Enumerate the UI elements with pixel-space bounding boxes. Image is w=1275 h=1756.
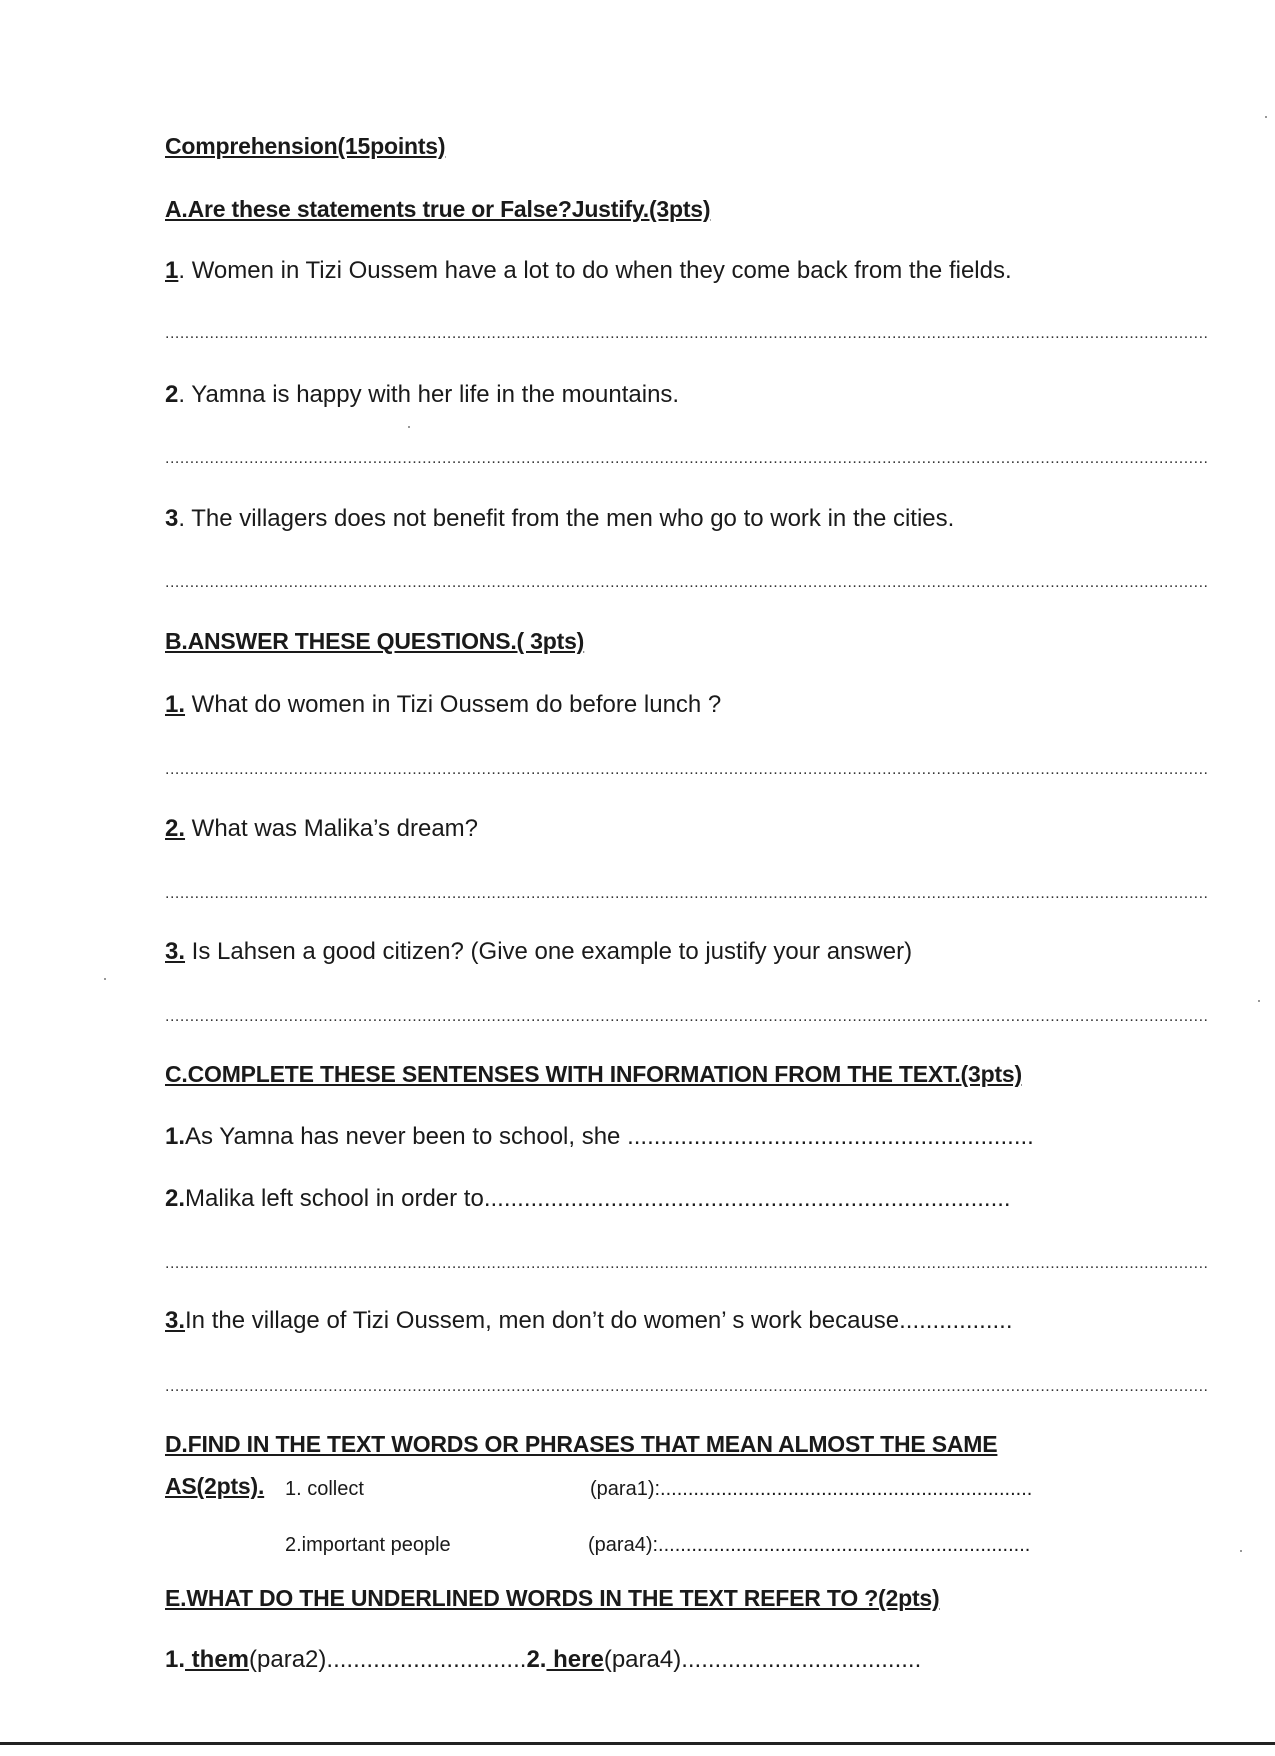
- item-text: Malika left school in order to...............................................................................: [185, 1185, 1011, 1212]
- answer-line[interactable]: ...................................................................................................................................................................................................................: [165, 450, 1209, 467]
- section-a-heading: A.Are these statements true or False?Justify.(3pts): [165, 196, 711, 222]
- section-d-ref-2[interactable]: (para4):...................................................................: [588, 1534, 1031, 1556]
- section-e-heading: E.WHAT DO THE UNDERLINED WORDS IN THE TEXT REFER TO ?(2pts): [165, 1585, 940, 1611]
- scan-speck: [408, 426, 410, 428]
- item-number: 1.: [165, 691, 186, 718]
- underlined-word-them: them: [185, 1646, 250, 1673]
- section-a-item-1: [165, 256, 1012, 286]
- underlined-word-here: here: [546, 1646, 604, 1673]
- item-number: 1: [165, 257, 179, 284]
- item-number: 3: [165, 505, 179, 532]
- scan-speck: [1240, 1550, 1242, 1552]
- item-number: 2.: [165, 815, 186, 842]
- answer-line[interactable]: ...................................................................................................................................................................................................................: [165, 1008, 1209, 1025]
- answer-line[interactable]: ...................................................................................................................................................................................................................: [165, 574, 1209, 591]
- page-bottom-rule: [0, 1742, 1275, 1745]
- section-d-ref-1[interactable]: (para1):...................................................................: [590, 1478, 1033, 1500]
- section-c-item-3[interactable]: [165, 1306, 1013, 1336]
- scan-speck: [104, 978, 106, 980]
- answer-line[interactable]: ...................................................................................................................................................................................................................: [165, 761, 1209, 778]
- item-number: 1.: [165, 1646, 186, 1673]
- item-text: Is Lahsen a good citizen? (Give one example to justify your answer): [185, 938, 913, 965]
- section-b-item-1: [165, 690, 721, 720]
- section-d-heading: D.FIND IN THE TEXT WORDS OR PHRASES THAT MEAN ALMOST THE SAME: [165, 1431, 998, 1457]
- section-c-item-1[interactable]: [165, 1122, 1034, 1152]
- section-b-item-2: [165, 814, 478, 844]
- section-d-word-1: 1. collect: [285, 1478, 364, 1500]
- item-text: . The villagers does not benefit from the men who go to work in the cities.: [178, 505, 955, 532]
- item-number: 2.: [165, 1185, 186, 1212]
- item-text: As Yamna has never been to school, she .............................................................: [185, 1123, 1034, 1150]
- item-text: What was Malika’s dream?: [185, 815, 479, 842]
- answer-line[interactable]: ...................................................................................................................................................................................................................: [165, 1378, 1209, 1395]
- section-c-item-2[interactable]: [165, 1184, 1011, 1214]
- item-text: In the village of Tizi Oussem, men don’t do women’ s work because.................: [185, 1307, 1013, 1334]
- section-d-word-2: 2.important people: [285, 1534, 451, 1556]
- item-number: 2.: [526, 1646, 547, 1673]
- item-number: 1.: [165, 1123, 186, 1150]
- scan-speck: [1265, 116, 1267, 118]
- answer-line[interactable]: ...................................................................................................................................................................................................................: [165, 1255, 1209, 1272]
- section-b-item-3: [165, 937, 912, 967]
- item-text: What do women in Tizi Oussem do before lunch ?: [185, 691, 722, 718]
- item-text: . Yamna is happy with her life in the mountains.: [178, 381, 680, 408]
- answer-line[interactable]: ...................................................................................................................................................................................................................: [165, 325, 1209, 342]
- section-b-heading: B.ANSWER THESE QUESTIONS.( 3pts): [165, 628, 585, 654]
- item-number: 2: [165, 381, 179, 408]
- scan-speck: [1258, 1000, 1260, 1002]
- answer-line[interactable]: ...................................................................................................................................................................................................................: [165, 885, 1209, 902]
- section-e-items[interactable]: [165, 1645, 921, 1675]
- item-answer: (para4)....................................: [603, 1646, 922, 1673]
- item-answer: (para2)..............................: [249, 1646, 527, 1673]
- item-number: 3.: [165, 938, 186, 965]
- item-number: 3.: [165, 1307, 186, 1334]
- section-a-item-2: [165, 380, 679, 410]
- section-c-heading: C.COMPLETE THESE SENTENSES WITH INFORMATION FROM THE TEXT.(3pts): [165, 1061, 1022, 1087]
- section-a-item-3: [165, 504, 954, 534]
- section-d-heading-cont: AS(2pts).: [165, 1473, 265, 1499]
- page-title: Comprehension(15points): [165, 133, 446, 159]
- item-text: . Women in Tizi Oussem have a lot to do when they come back from the fields.: [178, 257, 1012, 284]
